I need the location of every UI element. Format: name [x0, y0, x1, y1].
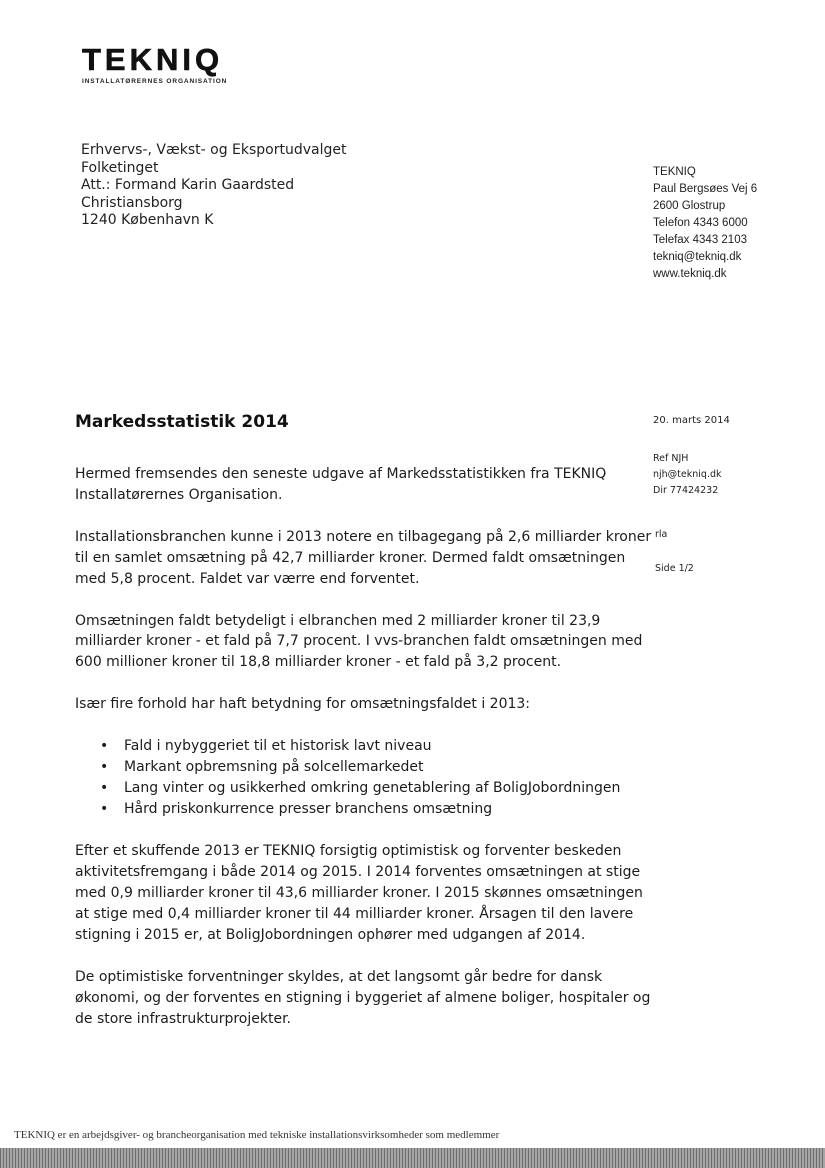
sender-fax: Telefax 4343 2103: [653, 234, 747, 246]
letter-body: [75, 464, 655, 1050]
list-item: • Hård priskonkurrence presser branchens omsætning: [124, 799, 655, 820]
footer-text: TEKNIQ er en arbejdsgiver- og brancheorganisation med tekniske installationsvirksomheder som medlemmer: [14, 1129, 500, 1141]
list-item: • Fald i nybyggeriet til et historisk lavt niveau: [124, 736, 655, 757]
footer-band: [0, 1148, 825, 1168]
body-paragraph: Omsætningen faldt betydeligt i elbranchen med 2 milliarder kroner til 23,9 milliarder kroner - et fald på 7,7 procent. I vvs-branchen faldt omsætningen med 600 millioner kroner til 18,8 milliarder kroner - et fald på 3,2 procent.: [75, 612, 643, 671]
body-paragraph: De optimistiske forventninger skyldes, at det langsomt går bedre for dansk økonomi, og der forventes en stigning i byggeriet af almene boliger, hospitaler og de store infrastrukturprojekter.: [75, 968, 651, 1027]
recipient-line: 1240 København K: [81, 212, 214, 228]
sender-phone: Telefon 4343 6000: [653, 217, 748, 229]
list-item: • Lang vinter og usikkerhed omkring genetablering af BoligJobordningen: [124, 778, 655, 799]
reference-block: [653, 451, 722, 499]
reference-email: njh@tekniq.dk: [653, 469, 722, 480]
typist-initials: rla: [655, 529, 668, 540]
tekniq-logo: [82, 44, 252, 85]
logo-subtitle: INSTALLATØRERNES ORGANISATION: [82, 78, 228, 85]
sender-street: Paul Bergsøes Vej 6: [653, 183, 758, 195]
recipient-address: [81, 142, 346, 230]
letter-title: Markedsstatistik 2014: [75, 412, 289, 432]
page-number: Side 1/2: [655, 563, 694, 574]
sender-city: 2600 Glostrup: [653, 200, 726, 212]
logo-wordmark: TEKNIQ: [82, 42, 224, 77]
recipient-line: Christiansborg: [81, 194, 183, 211]
sender-web: www.tekniq.dk: [653, 268, 727, 280]
recipient-line: Att.: Formand Karin Gaardsted: [81, 177, 295, 193]
sender-address: [653, 164, 757, 283]
body-paragraph: Især fire forhold har haft betydning for omsætningsfaldet i 2013:: [75, 696, 531, 713]
reference-direct-phone: Dir 77424232: [653, 485, 719, 496]
recipient-line: Erhvervs-, Vækst- og Eksportudvalget: [81, 142, 347, 158]
sender-email: tekniq@tekniq.dk: [653, 251, 742, 263]
body-paragraph: Installationsbranchen kunne i 2013 notere en tilbagegang på 2,6 milliarder kroner til en samlet omsætning på 42,7 milliarder kroner. Dermed faldt omsætningen med 5,8 procent. Faldet var værre end forventet.: [75, 528, 652, 587]
reference-initials: Ref NJH: [653, 453, 689, 464]
body-paragraph: Efter et skuffende 2013 er TEKNIQ forsigtig optimistisk og forventer beskeden aktivitetsfremgang i både 2014 og 2015. I 2014 forventes omsætningen at stige med 0,9 milliarder kroner til 43,6 milliarder kroner. I 2015 skønnes omsætningen at stige med 0,4 milliarder kroner til 44 milliarder kroner. Årsagen til den lavere stigning i 2015 er, at BoligJobordningen ophører med udgangen af 2014.: [75, 843, 643, 943]
letter-date: 20. marts 2014: [653, 415, 730, 426]
body-paragraph: Hermed fremsendes den seneste udgave af Markedsstatistikken fra TEKNIQ Installatørernes Organisation.: [75, 466, 607, 503]
recipient-line: Folketinget: [81, 159, 159, 176]
list-item: • Markant opbremsning på solcellemarkedet: [124, 757, 655, 778]
sender-name: TEKNIQ: [653, 166, 696, 178]
factor-list: [75, 736, 655, 820]
